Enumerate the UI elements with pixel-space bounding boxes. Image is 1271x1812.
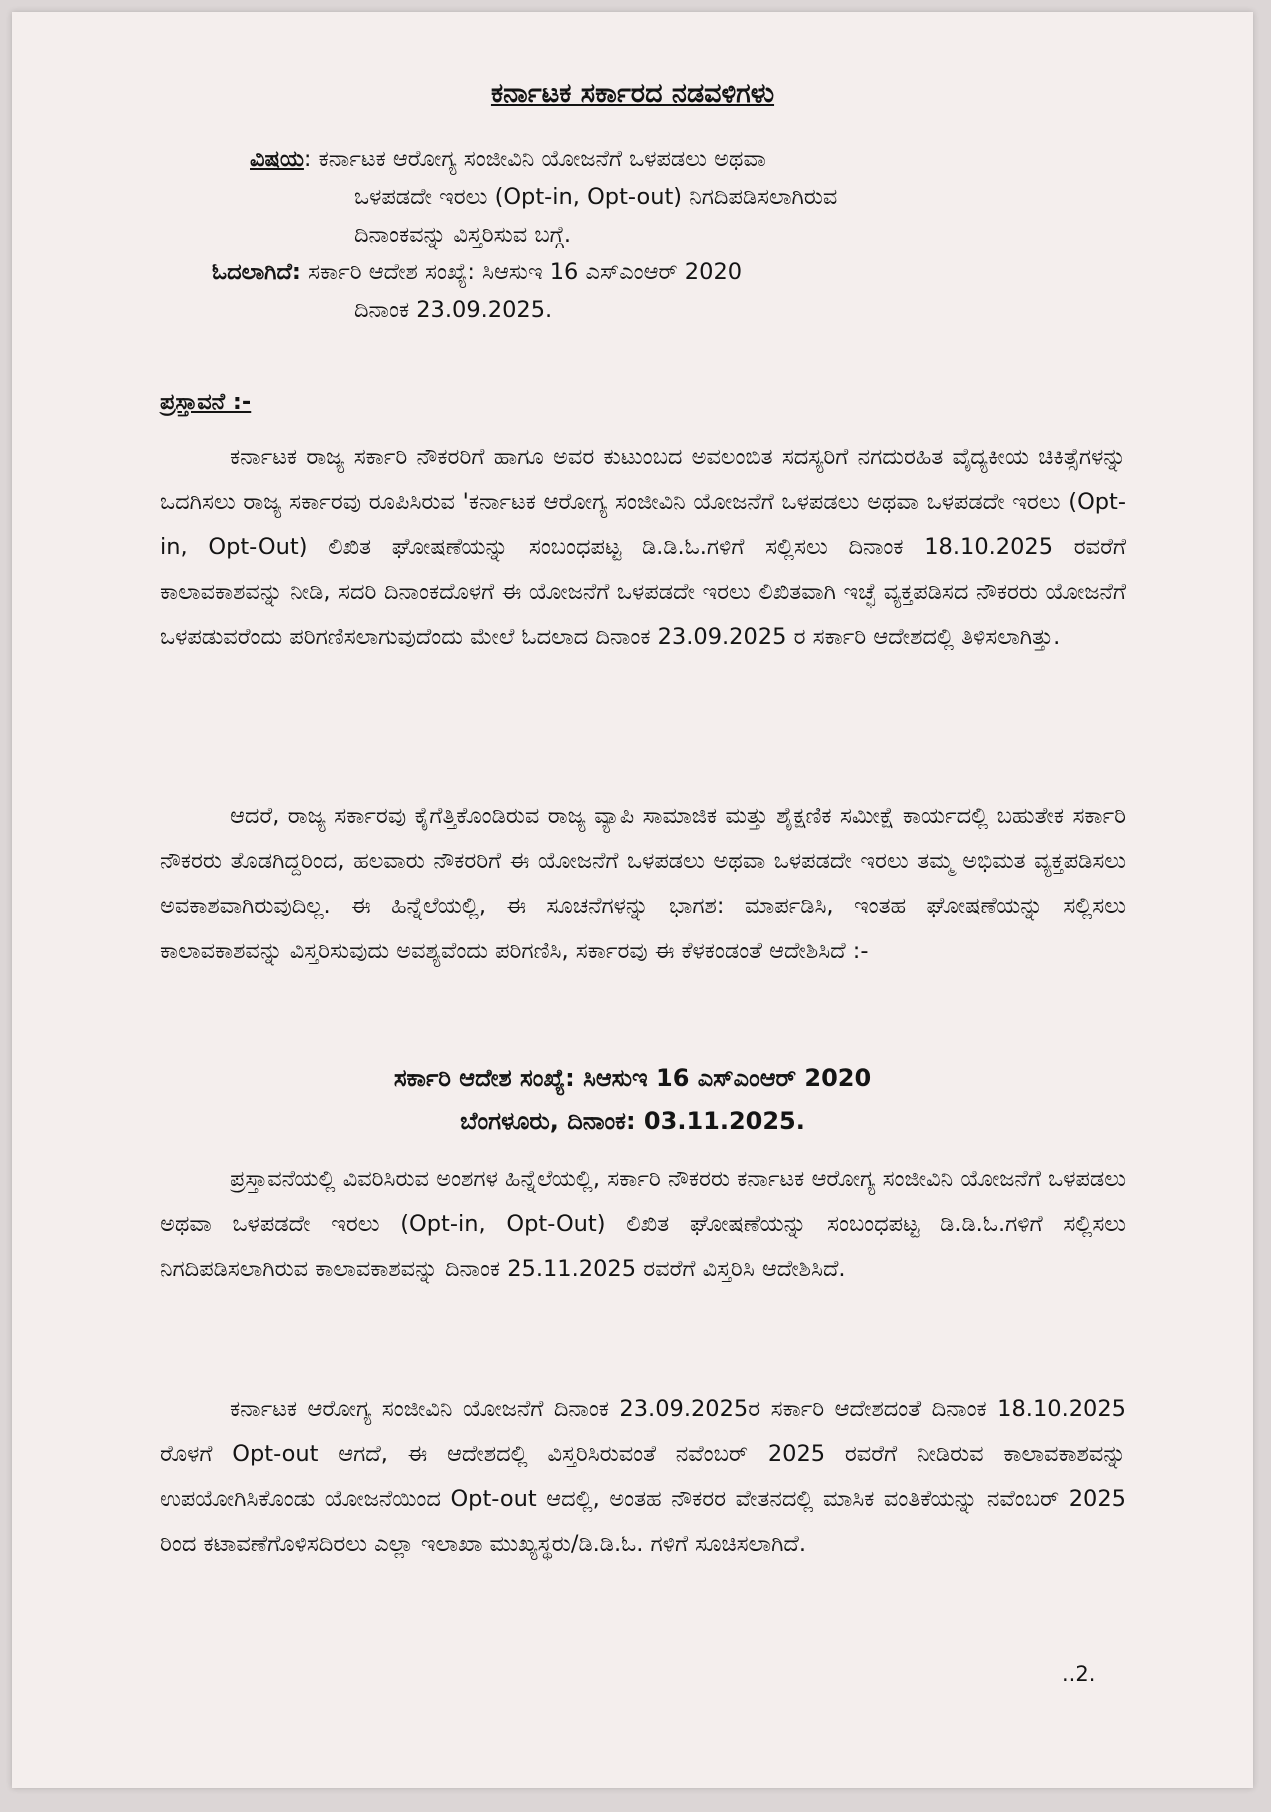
subject-line-1: : ಕರ್ನಾಟಕ ಆರೋಗ್ಯ ಸಂಜೀವಿನಿ ಯೋಜನೆಗೆ ಒಳಪಡಲು ಅಥವಾ (303, 146, 766, 172)
order-title-line-2: ಬೆಂಗಳೂರು, ದಿನಾಂಕ: 03.11.2025. (460, 1107, 805, 1135)
preamble-paragraph-1: ಕರ್ನಾಟಕ ರಾಜ್ಯ ಸರ್ಕಾರಿ ನೌಕರರಿಗೆ ಹಾಗೂ ಅವರ ಕುಟುಂಬದ ಅವಲಂಬಿತ ಸದಸ್ಯರಿಗೆ ನಗದುರಹಿತ ವೈದ್ಯಕೀಯ ಚಿಕಿತ್ಸೆಗಳನ್ನು ಒದಗಿಸಲು ರಾಜ್ಯ ಸರ್ಕಾರವು ರೂಪಿಸಿರುವ 'ಕರ್ನಾಟಕ ಆರೋಗ್ಯ ಸಂಜೀವಿನಿ ಯೋಜನೆಗೆ ಒಳಪಡಲು ಅಥವಾ ಒಳಪಡದೇ ಇರಲು (Opt-in, Opt-Out) ಲಿಖಿತ ಘೋಷಣೆಯನ್ನು ಸಂಬಂಧಪಟ್ಟ ಡಿ.ಡಿ.ಓ.ಗಳಿಗೆ ಸಲ್ಲಿಸಲು ದಿನಾಂಕ 18.10.2025 ರವರೆಗೆ ಕಾಲಾವಕಾಶವನ್ನು ನೀಡಿ, ಸದರಿ ದಿನಾಂಕದೊಳಗೆ ಈ ಯೋಜನೆಗೆ ಒಳಪಡದೇ ಇರಲು ಲಿಖಿತವಾಗಿ ಇಚ್ಛೆ ವ್ಯಕ್ತಪಡಿಸದ ನೌಕರರು ಯೋಜನೆಗೆ ಒಳಪಡುವರೆಂದು ಪರಿಗಣಿಸಲಾಗುವುದೆಂದು ಮೇಲೆ ಓದಲಾದ ದಿನಾಂಕ 23.09.2025 ರ ಸರ್ಕಾರಿ ಆದೇಶದಲ್ಲಿ ತಿಳಿಸಲಾಗಿತ್ತು. (160, 444, 1126, 650)
subject-line-3: ದಿನಾಂಕವನ್ನು ವಿಸ್ತರಿಸುವ ಬಗ್ಗೆ. (354, 222, 572, 248)
order-paragraph-2: ಕರ್ನಾಟಕ ಆರೋಗ್ಯ ಸಂಜೀವಿನಿ ಯೋಜನೆಗೆ ದಿನಾಂಕ 23.09.2025ರ ಸರ್ಕಾರಿ ಆದೇಶದಂತೆ ದಿನಾಂಕ 18.10.2025 ರೊಳಗೆ Opt-out ಆಗದೆ, ಈ ಆದೇಶದಲ್ಲಿ ವಿಸ್ತರಿಸಿರುವಂತೆ ನವೆಂಬರ್ 2025 ರವರೆಗೆ ನೀಡಿರುವ ಕಾಲಾವಕಾಶವನ್ನು ಉಪಯೋಗಿಸಿಕೊಂಡು ಯೋಜನೆಯಿಂದ Opt-out ಆದಲ್ಲಿ, ಅಂತಹ ನೌಕರರ ವೇತನದಲ್ಲಿ ಮಾಸಿಕ ವಂತಿಕೆಯನ್ನು ನವೆಂಬರ್ 2025 ರಿಂದ ಕಟಾವಣೆಗೊಳಿಸದಿರಲು ಎಲ್ಲಾ ಇಲಾಖಾ ಮುಖ್ಯಸ್ಥರು/ಡಿ.ಡಿ.ಓ. ಗಳಿಗೆ ಸೂಚಿಸಲಾಗಿದೆ. (160, 1396, 1126, 1557)
preamble-paragraph-2: ಆದರೆ, ರಾಜ್ಯ ಸರ್ಕಾರವು ಕೈಗೆತ್ತಿಕೊಂಡಿರುವ ರಾಜ್ಯ ವ್ಯಾಪಿ ಸಾಮಾಜಿಕ ಮತ್ತು ಶೈಕ್ಷಣಿಕ ಸಮೀಕ್ಷೆ ಕಾರ್ಯದಲ್ಲಿ ಬಹುತೇಕ ಸರ್ಕಾರಿ ನೌಕರರು ತೊಡಗಿದ್ದರಿಂದ, ಹಲವಾರು ನೌಕರರಿಗೆ ಈ ಯೋಜನೆಗೆ ಒಳಪಡಲು ಅಥವಾ ಒಳಪಡದೇ ಇರಲು ತಮ್ಮ ಅಭಿಮತ ವ್ಯಕ್ತಪಡಿಸಲು ಅವಕಾಶವಾಗಿರುವುದಿಲ್ಲ. ಈ ಹಿನ್ನೆಲೆಯಲ್ಲಿ, ಈ ಸೂಚನೆಗಳನ್ನು ಭಾಗಶ: ಮಾರ್ಪಡಿಸಿ, ಇಂತಹ ಘೋಷಣೆಯನ್ನು ಸಲ್ಲಿಸಲು ಕಾಲಾವಕಾಶವನ್ನು ವಿಸ್ತರಿಸುವುದು ಅವಶ್ಯವೆಂದು ಪರಿಗಣಿಸಿ, ಸರ್ಕಾರವು ಈ ಕೆಳಕಂಡಂತೆ ಆದೇಶಿಸಿದೆ :- (160, 803, 1126, 964)
order-paragraph-1: ಪ್ರಸ್ತಾವನೆಯಲ್ಲಿ ವಿವರಿಸಿರುವ ಅಂಶಗಳ ಹಿನ್ನೆಲೆಯಲ್ಲಿ, ಸರ್ಕಾರಿ ನೌಕರರು ಕರ್ನಾಟಕ ಆರೋಗ್ಯ ಸಂಜೀವಿನಿ ಯೋಜನೆಗೆ ಒಳಪಡಲು ಅಥವಾ ಒಳಪಡದೇ ಇರಲು (Opt-in, Opt-Out) ಲಿಖಿತ ಘೋಷಣೆಯನ್ನು ಸಂಬಂಧಪಟ್ಟ ಡಿ.ಡಿ.ಓ.ಗಳಿಗೆ ಸಲ್ಲಿಸಲು ನಿಗದಿಪಡಿಸಲಾಗಿರುವ ಕಾಲಾವಕಾಶವನ್ನು ದಿನಾಂಕ 25.11.2025 ರವರೆಗೆ ವಿಸ್ತರಿಸಿ ಆದೇಶಿಸಿದೆ. (160, 1166, 1126, 1282)
subject-block (250, 140, 1050, 254)
document-heading: ಕರ್ನಾಟಕ ಸರ್ಕಾರದ ನಡವಳಿಗಳು (490, 78, 775, 109)
reference-label: ಓದಲಾಗಿದೆ: (212, 259, 301, 285)
page-number: ..2. (1062, 1662, 1096, 1686)
order-title-line-1: ಸರ್ಕಾರಿ ಆದೇಶ ಸಂಖ್ಯೆ: ಸಿಆಸುಇ 16 ಎಸ್‌ಎಂಆರ್ 2020 (393, 1064, 872, 1092)
reference-line-2: ದಿನಾಂಕ 23.09.2025. (354, 297, 553, 323)
reference-block (212, 253, 1112, 329)
subject-line-2: ಒಳಪಡದೇ ಇರಲು (Opt-in, Opt-out) ನಿಗದಿಪಡಿಸಲಾಗಿರುವ (354, 184, 838, 210)
subject-label: ವಿಷಯ (250, 146, 304, 172)
reference-line-1: ಸರ್ಕಾರಿ ಆದೇಶ ಸಂಖ್ಯೆ: ಸಿಆಸುಇ 16 ಎಸ್‌ಎಂಆರ್ 2020 (308, 259, 743, 285)
preamble-label: ಪ್ರಸ್ತಾವನೆ :- (160, 389, 252, 415)
document-page (12, 12, 1253, 1788)
